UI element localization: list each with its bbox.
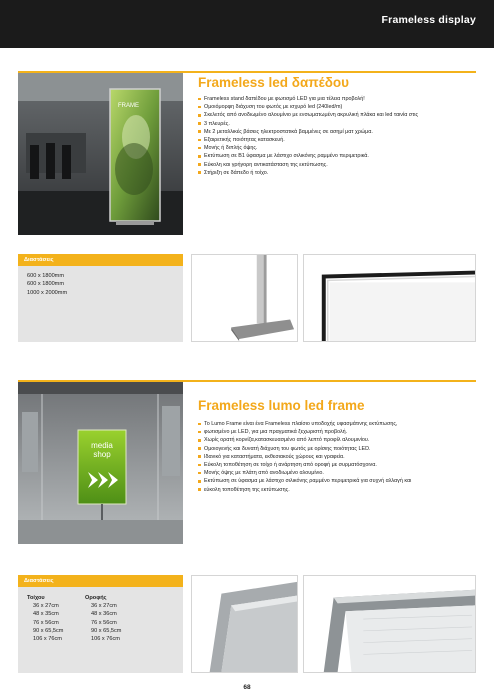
section2-dimensions-label: Διαστάσεις xyxy=(18,575,183,587)
dimension-item: 1000 x 2000mm xyxy=(27,289,68,296)
list-item: Εξαιρετικής ποιότητας κατασκευή. xyxy=(198,136,482,144)
dimension-item: 90 x 65,5cm xyxy=(33,627,64,634)
section1-photo xyxy=(18,73,183,235)
section2-dimensions-box xyxy=(18,575,183,673)
section1-photo-text: FRAME xyxy=(118,103,139,109)
section2-feature-list xyxy=(198,420,482,494)
section2-photo-text-line1: media xyxy=(91,441,113,450)
list-item: Εύκολη και γρήγορη αντικατάσταση της εκτύπωσης. xyxy=(198,161,482,169)
section1-stand-thumbnail xyxy=(191,254,298,342)
section2-title: Frameless lumo led frame xyxy=(198,398,365,413)
section2-photo-text-line2: shop xyxy=(93,450,111,459)
list-item: To Lumo Frame είναι ένα Frameless πλαίσιο υποδοχής υφασμάτινης εκτύπωσης, xyxy=(198,420,482,428)
section1-feature-list xyxy=(198,95,482,177)
section1-title: Frameless led δαπέδου xyxy=(198,75,350,90)
dimension-item: 106 x 76cm xyxy=(33,636,62,643)
section1-dimensions-label: Διαστάσεις xyxy=(18,254,183,266)
wall-column xyxy=(27,594,85,643)
section1-frame-thumbnail xyxy=(303,254,476,342)
list-item: φωτισμένο με LED, για μια πραγματικά ξεχωριστή προβολή. xyxy=(198,428,482,436)
dimension-item: 48 x 36cm xyxy=(91,611,117,618)
list-item: Ιδανικό για καταστήματα, εκθεσιακούς χώρους και γραφεία. xyxy=(198,453,482,461)
list-item: Εύκολη τοποθέτηση σε τοίχο ή ανάρτηση από οροφή με συρματόσχοινα. xyxy=(198,461,482,469)
list-item: Σκελετός από ανοδιωμένο αλουμίνιο με ενσωματωμένη ακρυλική πλάκα και led ταινία στις xyxy=(198,111,482,119)
ceiling-column-header: Οροφής xyxy=(85,595,107,601)
list-item: Εκτύπωση σε ύφασμα με λάστιχο σιλικόνης ραμμένο περιμετρικά για συχνή αλλαγή και xyxy=(198,477,482,485)
list-item: 3 πλευρές. xyxy=(198,120,482,128)
list-item: Με 2 μεταλλικές βάσεις ηλεκτροστατικά βαμμένες σε ασημί ματ χρώμα. xyxy=(198,128,482,136)
dimension-item: 36 x 27cm xyxy=(91,603,117,610)
page-number: 68 xyxy=(243,684,251,691)
list-item: εύκολη τοποθέτηση της εκτύπωσης. xyxy=(198,486,482,494)
section2-corner-thumbnail xyxy=(191,575,298,673)
dimension-item: 36 x 27cm xyxy=(33,603,59,610)
ceiling-column xyxy=(85,594,143,643)
header-title: Frameless display xyxy=(381,14,476,26)
wall-column-header: Τοίχου xyxy=(27,595,45,601)
section2-dimensions-table xyxy=(27,594,143,643)
section1-dimensions-box xyxy=(18,254,183,342)
dimension-item: 106 x 76cm xyxy=(91,636,120,643)
dimension-item: 600 x 1800mm xyxy=(27,281,65,288)
section2-profile-thumbnail xyxy=(303,575,476,673)
list-item: Μονής ή διπλής όψης. xyxy=(198,144,482,152)
page-header xyxy=(0,0,494,48)
dimension-item: 76 x 56cm xyxy=(91,619,117,626)
list-item: Ομοιογενής και δυνατή διάχυση του φωτός με ορίσιης ποιότητας LED. xyxy=(198,445,482,453)
section2-photo xyxy=(18,382,183,544)
list-item: Στήριξη σε δάπεδο ή τοίχο. xyxy=(198,169,482,177)
section1-dimensions-list xyxy=(27,272,67,297)
list-item: Χωρίς ορατή κορνίζα,κατασκευασμένο από λεπτό προφίλ αλουμινίου. xyxy=(198,436,482,444)
list-item: Μονής όψης με πλάτη από ανοδιωμένο αλουμίνιο. xyxy=(198,469,482,477)
dimension-item: 600 x 1800mm xyxy=(27,273,65,279)
list-item: Ομοιόμορφη διάχυση του φωτός με ισχυρό led (240led/m) xyxy=(198,103,482,111)
dimension-item: 48 x 35cm xyxy=(33,611,59,618)
list-item: Εκτύπωση σε Β1 ύφασμα με λάστιχο σιλικόνης ραμμένο περιμετρικά. xyxy=(198,152,482,160)
dimension-item: 76 x 56cm xyxy=(33,619,59,626)
dimension-item: 90 x 65,5cm xyxy=(91,627,122,634)
list-item: Frameless stand δαπέδου με φωτισμό LED για μια τέλεια προβολή! xyxy=(198,95,482,103)
